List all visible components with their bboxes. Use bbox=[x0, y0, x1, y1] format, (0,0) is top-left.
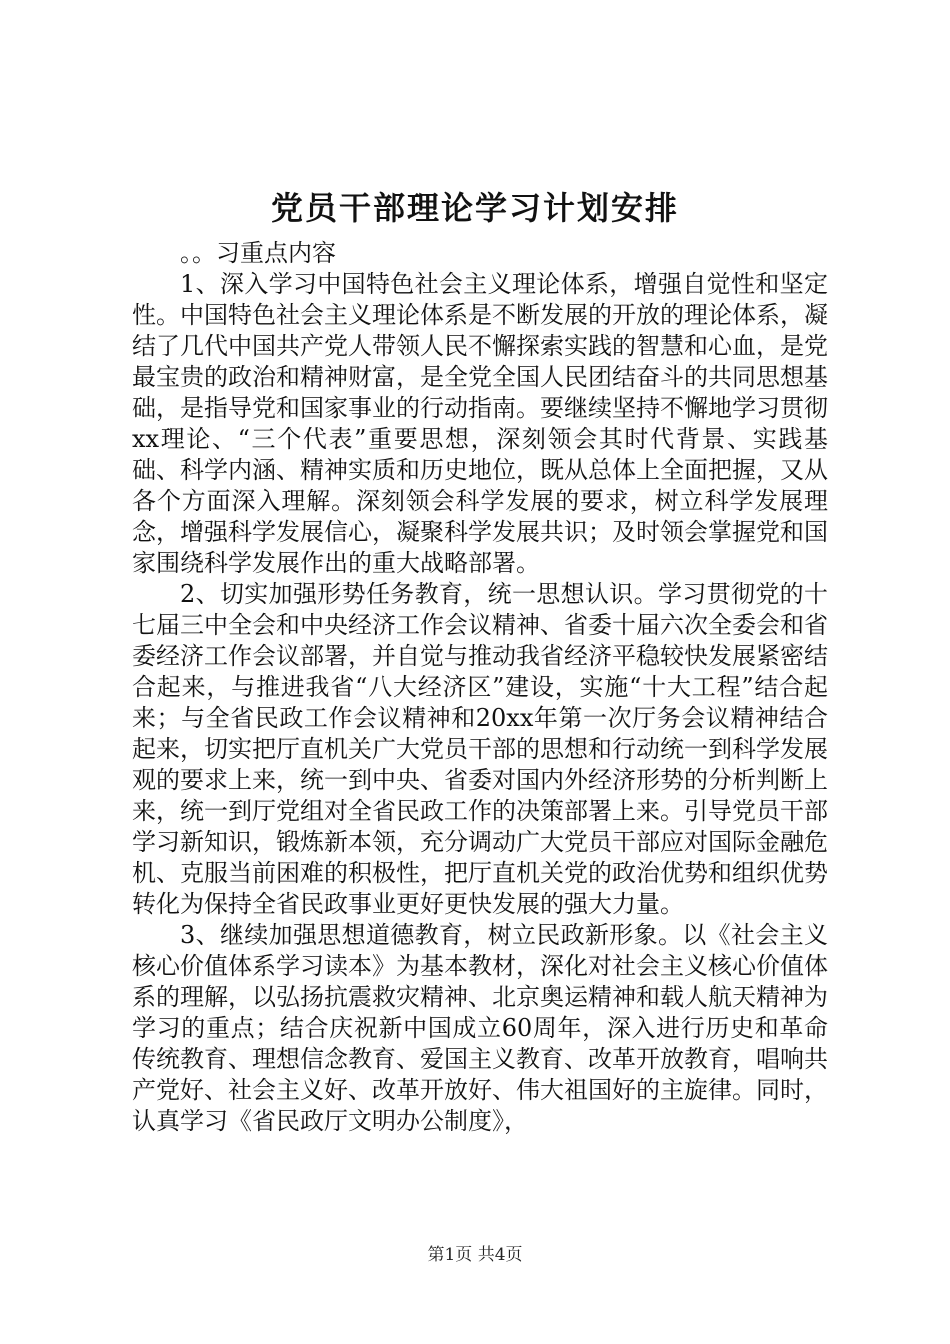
document-title: 党员干部理论学习计划安排 bbox=[270, 189, 679, 227]
paragraph-3: 3、继续加强思想道德教育，树立民政新形象。以《社会主义核心价值体系学习读本》为基本教材，深化对社会主义核心价值体系的理解，以弘扬抗震救灾精神、北京奥运精神和载人航天精神为学习的重点；结合庆祝新中国成立60周年，深入进行历史和革命传统教育、理想信念教育、爱国主义教育、改革开放教育，唱响共产党好、社会主义好、改革开放好、伟大祖国好的主旋律。同时，认真学习《省民政厅文明办公制度》， bbox=[132, 921, 828, 1135]
document-body bbox=[132, 238, 828, 1137]
paragraph-2: 2、切实加强形势任务教育，统一思想认识。学习贯彻党的十七届三中全会和中央经济工作会议精神、省委十届六次全委会和省委经济工作会议部署，并自觉与推动我省经济平稳较快发展紧密结合起来，与推进我省“八大经济区”建设，实施“十大工程”结合起来；与全省民政工作会议精神和20xx年第一次厅务会议精神结合起来，切实把厅直机关广大党员干部的思想和行动统一到科学发展观的要求上来，统一到中央、省委对国内外经济形势的分析判断上来，统一到厅党组对全省民政工作的决策部署上来。引导党员干部学习新知识，锻炼新本领，充分调动广大党员干部应对国际金融危机、克服当前困难的积极性，把厅直机关党的政治优势和组织优势转化为保持全省民政事业更好更快发展的强大力量。 bbox=[132, 580, 828, 918]
page-footer: 第1页 共4页 bbox=[427, 1245, 523, 1265]
section-heading: 。。习重点内容 bbox=[180, 239, 336, 267]
paragraph-1: 1、深入学习中国特色社会主义理论体系，增强自觉性和坚定性。中国特色社会主义理论体系是不断发展的开放的理论体系，凝结了几代中国共产党人带领人民不懈探索实践的智慧和心血，是党最宝贵的政治和精神财富，是全党全国人民团结奋斗的共同思想基础，是指导党和国家事业的行动指南。要继续坚持不懈地学习贯彻xx理论、“三个代表”重要思想，深刻领会其时代背景、实践基础、科学内涵、精神实质和历史地位，既从总体上全面把握，又从各个方面深入理解。深刻领会科学发展的要求，树立科学发展理念，增强科学发展信心，凝聚科学发展共识；及时领会掌握党和国家围绕科学发展作出的重大战略部署。 bbox=[132, 270, 828, 577]
